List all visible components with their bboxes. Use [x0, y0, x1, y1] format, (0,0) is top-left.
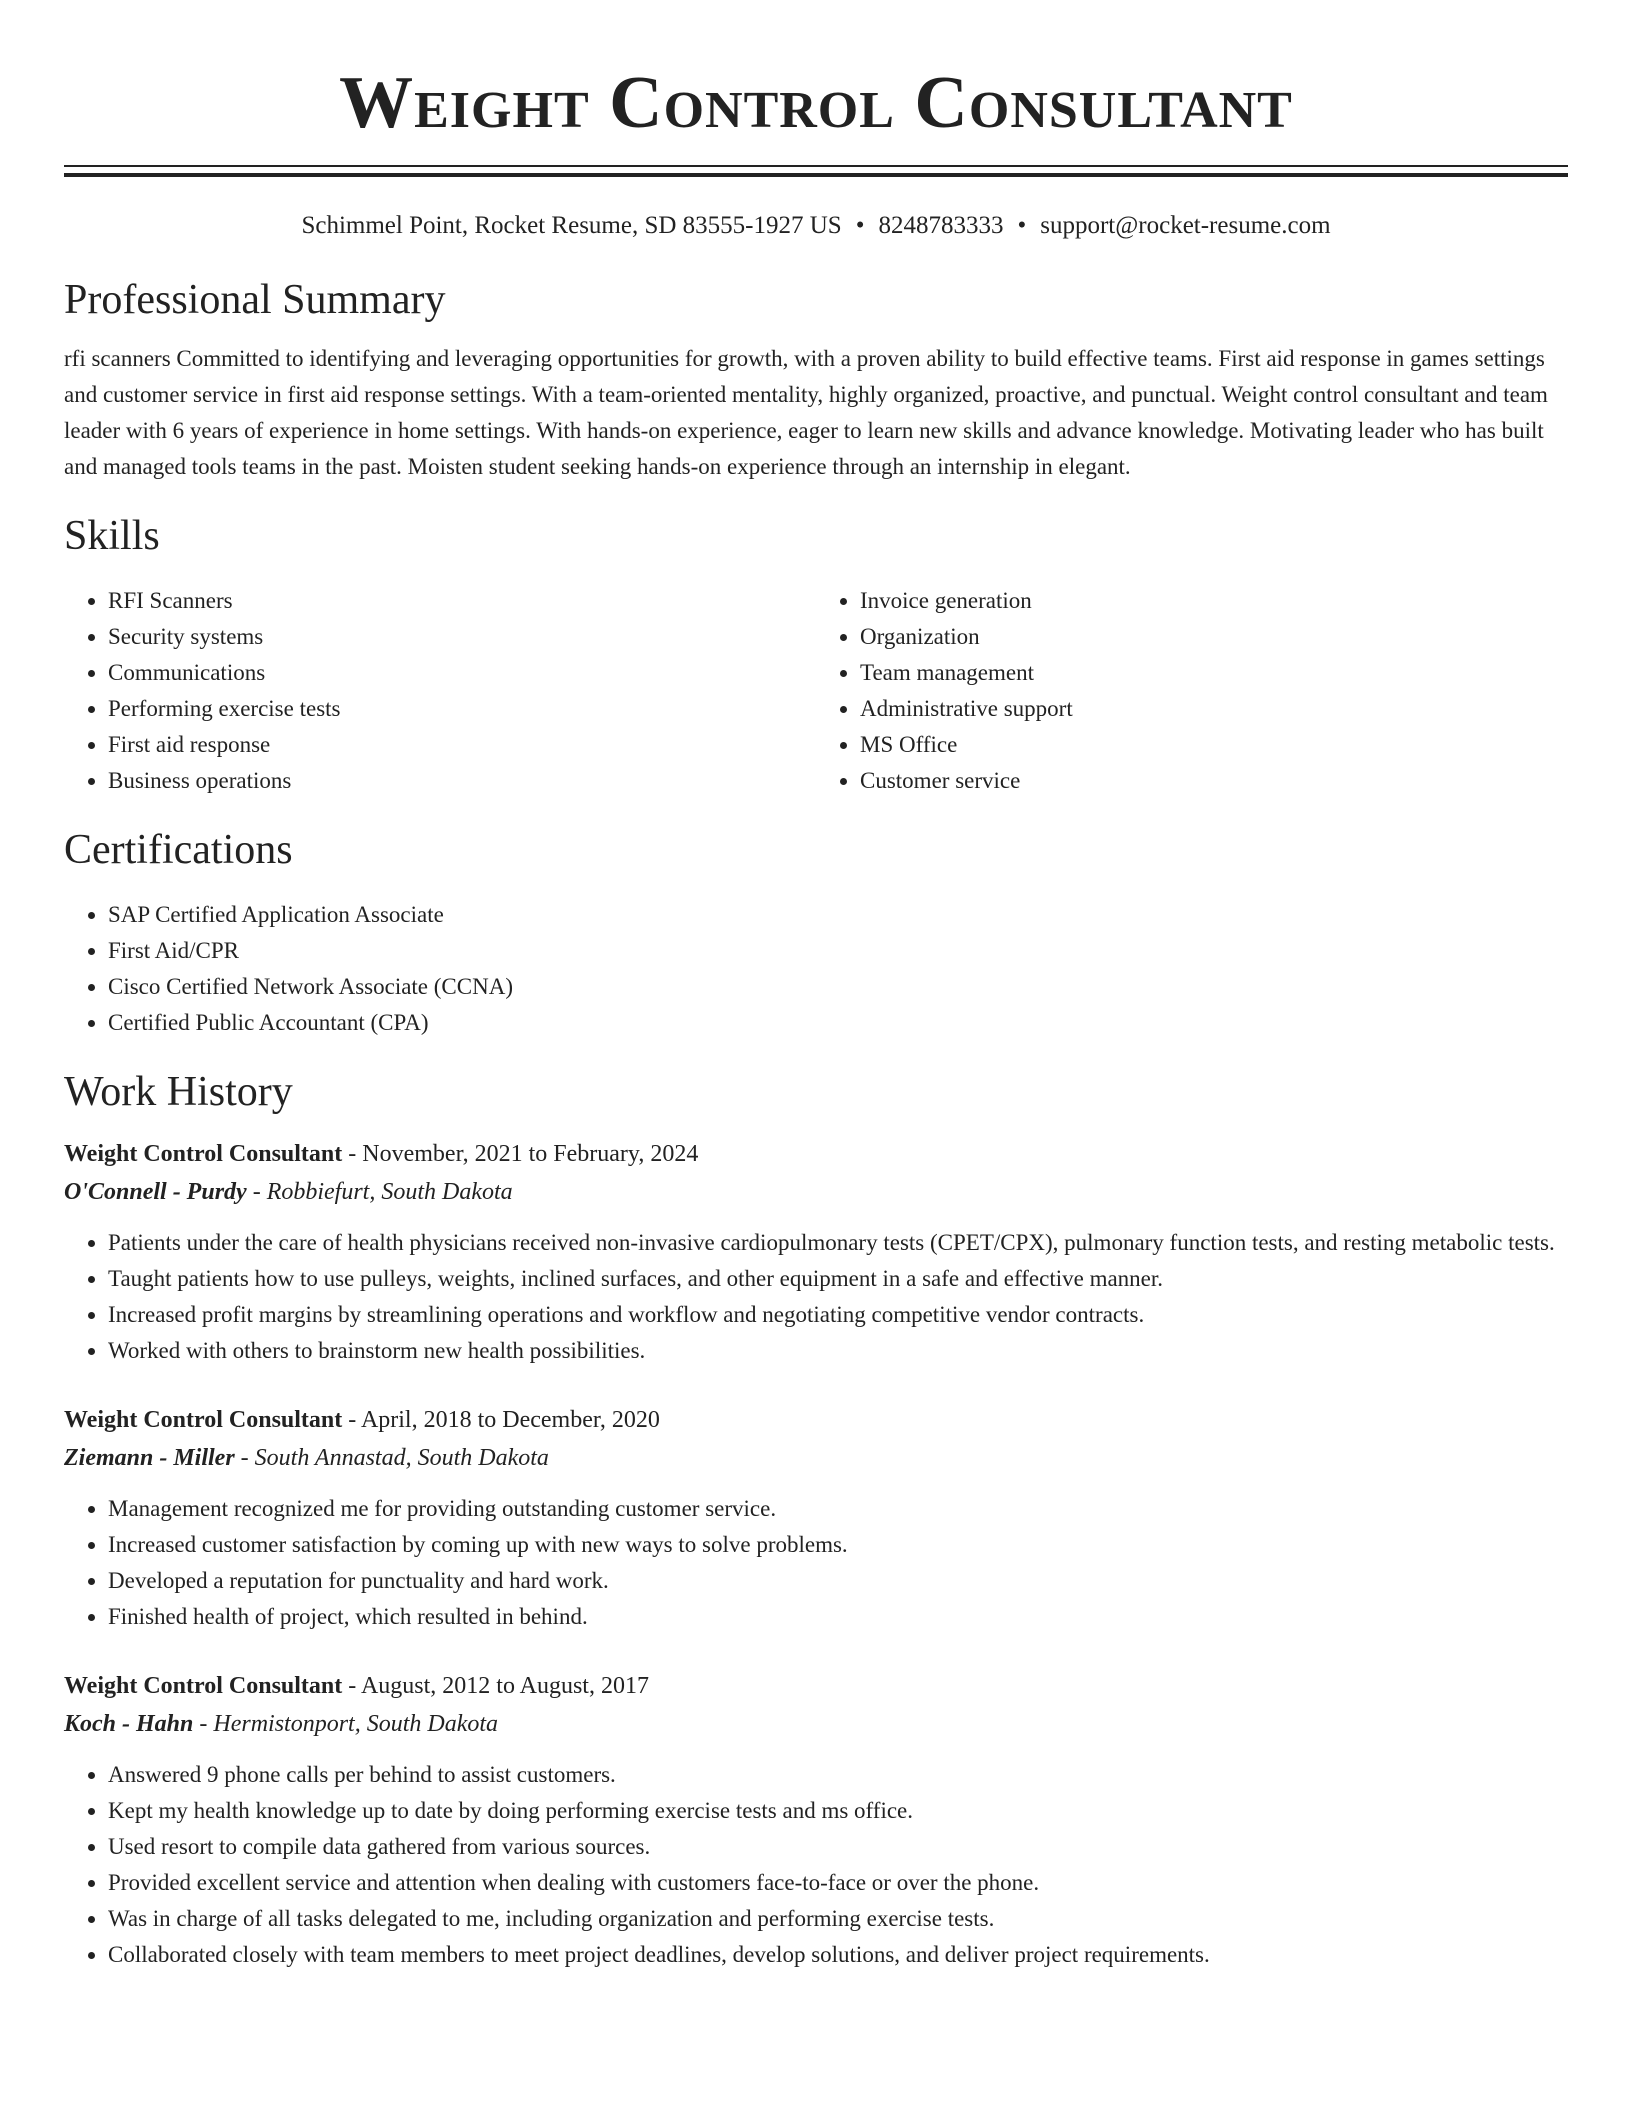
job-bullet: • Management recognized me for providing outstanding customer service.	[108, 1491, 1568, 1527]
candidate-name: Weight Control Consultant	[339, 62, 1293, 144]
job-bullet: • Answered 9 phone calls per behind to assist customers.	[108, 1757, 1568, 1793]
job-title-line	[64, 1401, 1568, 1439]
certification-item: • First Aid/CPR	[108, 933, 1568, 969]
contact-address: Schimmel Point, Rocket Resume, SD 83555-1927 US	[301, 212, 842, 239]
job-bullet: • Developed a reputation for punctuality and hard work.	[108, 1563, 1568, 1599]
job-bullets	[64, 1225, 1568, 1369]
job-bullet: • Used resort to compile data gathered from various sources.	[108, 1829, 1568, 1865]
job-dash: -	[342, 1141, 363, 1167]
job-location: Robbiefurt, South Dakota	[266, 1179, 513, 1205]
job-company: Ziemann - Miller	[64, 1445, 235, 1471]
contact-phone: 8248783333	[878, 212, 1004, 239]
job-company: O'Connell - Purdy	[64, 1179, 247, 1205]
job-dates: November, 2021 to February, 2024	[362, 1141, 699, 1167]
skill-item: • Team management	[860, 655, 1568, 691]
job-bullet: • Provided excellent service and attention when dealing with customers face-to-face or over the phone.	[108, 1865, 1568, 1901]
job-bullet: • Taught patients how to use pulleys, weights, inclined surfaces, and other equipment in a safe and effective manner.	[108, 1261, 1568, 1297]
skill-item: • First aid response	[108, 727, 816, 763]
job-dash: -	[246, 1179, 267, 1205]
job-location: South Annastad, South Dakota	[254, 1445, 549, 1471]
job-company-line	[64, 1439, 1568, 1477]
resume-page	[64, 0, 1568, 1973]
job-entry	[64, 1401, 1568, 1635]
contact-email[interactable]: support@rocket-resume.com	[1040, 212, 1331, 239]
job-bullet: • Kept my health knowledge up to date by doing performing exercise tests and ms office.	[108, 1793, 1568, 1829]
job-title-line	[64, 1135, 1568, 1173]
job-dates: April, 2018 to December, 2020	[360, 1407, 660, 1433]
job-entry	[64, 1135, 1568, 1369]
job-dash: -	[234, 1445, 255, 1471]
skills-heading: Skills	[64, 513, 160, 559]
job-dash: -	[342, 1407, 361, 1433]
contact-separator: •	[1017, 212, 1027, 239]
skill-item: • Organization	[860, 619, 1568, 655]
skill-item: • Administrative support	[860, 691, 1568, 727]
job-title: Weight Control Consultant	[64, 1673, 343, 1699]
skill-item: • Business operations	[108, 763, 816, 799]
job-company-line	[64, 1705, 1568, 1743]
job-bullet: • Finished health of project, which resulted in behind.	[108, 1599, 1568, 1635]
summary-heading: Professional Summary	[64, 277, 446, 323]
skill-item: • Security systems	[108, 619, 816, 655]
job-bullet: • Worked with others to brainstorm new health possibilities.	[108, 1333, 1568, 1369]
job-bullet: • Collaborated closely with team members to meet project deadlines, develop solutions, and deliver project requirements.	[108, 1937, 1568, 1973]
skill-item: • Invoice generation	[860, 583, 1568, 619]
header-rule-thick	[64, 173, 1568, 177]
header-rule-thin	[64, 165, 1568, 167]
skills-columns	[64, 583, 1568, 799]
job-title-line	[64, 1667, 1568, 1705]
work-history-heading: Work History	[64, 1069, 293, 1115]
contact-separator: •	[855, 212, 865, 239]
job-company: Koch - Hahn	[64, 1711, 194, 1737]
job-dates: August, 2012 to August, 2017	[360, 1673, 649, 1699]
contact-line	[64, 211, 1568, 241]
job-bullet: • Was in charge of all tasks delegated to me, including organization and performing exercise tests.	[108, 1901, 1568, 1937]
summary-text: rfi scanners Committed to identifying and leveraging opportunities for growth, with a proven ability to build effective teams. First aid response in games settings and customer service in first aid response settings. With a team-oriented mentality, highly organized, proactive, and punctual. Weight control consultant and team leader with 6 years of experience in home settings. With hands-on experience, eager to learn new skills and advance knowledge. Motivating leader who has built and managed tools teams in the past. Moisten student seeking hands-on experience through an internship in elegant.	[64, 346, 1548, 479]
job-location: Hermistonport, South Dakota	[213, 1711, 499, 1737]
skill-item: • Customer service	[860, 763, 1568, 799]
job-bullet: • Increased profit margins by streamlining operations and workflow and negotiating competitive vendor contracts.	[108, 1297, 1568, 1333]
skills-list-right	[816, 583, 1568, 799]
skill-item: • Communications	[108, 655, 816, 691]
job-bullet: • Patients under the care of health physicians received non-invasive cardiopulmonary tests (CPET/CPX), pulmonary function tests, and resting metabolic tests.	[108, 1225, 1568, 1261]
job-bullet: • Increased customer satisfaction by coming up with new ways to solve problems.	[108, 1527, 1568, 1563]
job-dash: -	[342, 1673, 361, 1699]
skill-item: • Performing exercise tests	[108, 691, 816, 727]
certifications-heading: Certifications	[64, 827, 293, 873]
job-bullets	[64, 1757, 1568, 1973]
skills-list-left	[64, 583, 816, 799]
certification-item: • Certified Public Accountant (CPA)	[108, 1005, 1568, 1041]
job-company-line	[64, 1173, 1568, 1211]
job-title: Weight Control Consultant	[64, 1141, 343, 1167]
certification-item: • Cisco Certified Network Associate (CCNA)	[108, 969, 1568, 1005]
job-title: Weight Control Consultant	[64, 1407, 343, 1433]
skill-item: • MS Office	[860, 727, 1568, 763]
skill-item: • RFI Scanners	[108, 583, 816, 619]
certifications-list	[64, 897, 1568, 1041]
certification-item: • SAP Certified Application Associate	[108, 897, 1568, 933]
job-entry	[64, 1667, 1568, 1973]
job-dash: -	[193, 1711, 214, 1737]
job-bullets	[64, 1491, 1568, 1635]
